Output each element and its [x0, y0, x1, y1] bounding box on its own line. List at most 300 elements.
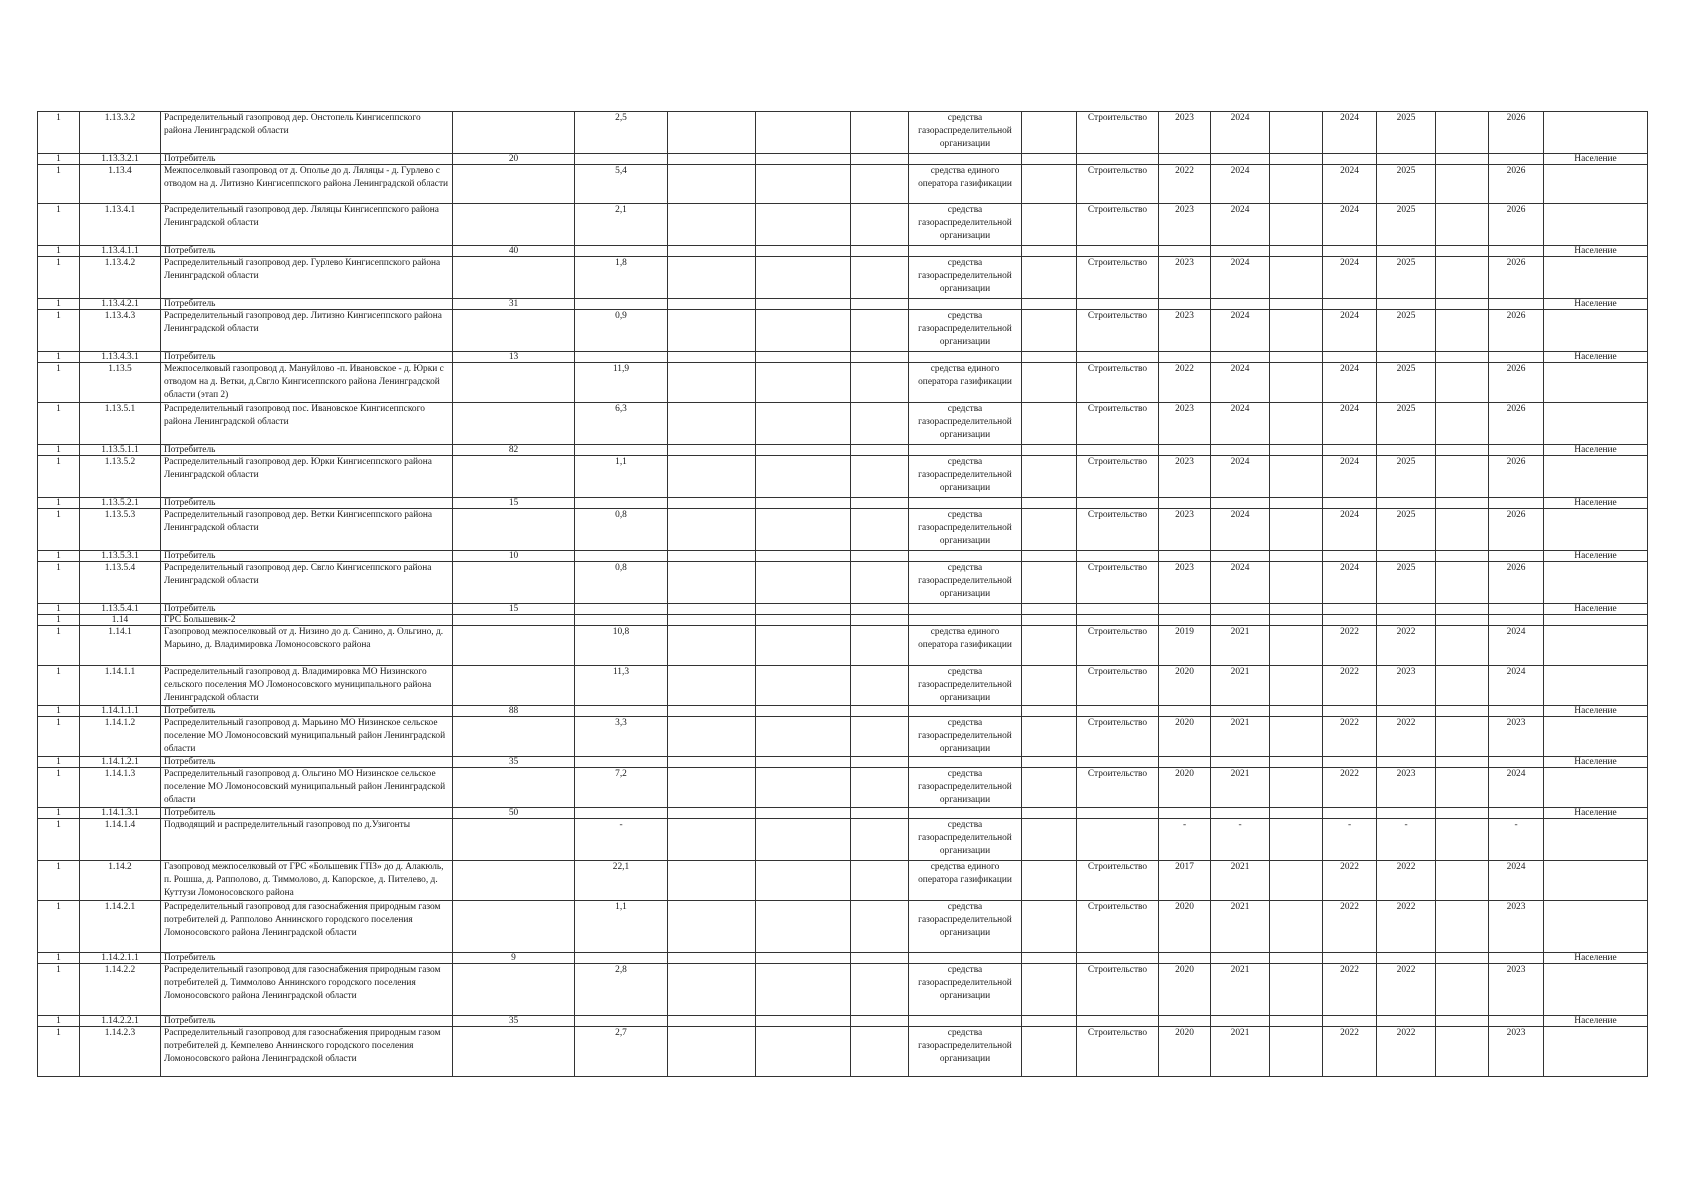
cell-year-b: 2023 — [1377, 768, 1436, 808]
table-row — [38, 310, 1648, 352]
cell-year-a — [1323, 953, 1377, 964]
cell-col-17 — [1436, 615, 1489, 626]
consumer-row — [38, 498, 1648, 509]
cell-col-7 — [756, 299, 851, 310]
cell-col-10 — [1022, 706, 1077, 717]
gas-pipeline-table — [37, 111, 1648, 1077]
cell-year-c: 2026 — [1489, 456, 1544, 498]
cell-col-7 — [756, 403, 851, 445]
cell-consumer-type: Население — [1544, 808, 1648, 819]
cell-start-year — [1159, 551, 1211, 562]
cell-work-type: Строительство — [1077, 901, 1159, 953]
cell-year-c: 2026 — [1489, 112, 1544, 154]
cell-length-km — [575, 953, 668, 964]
cell-col-17 — [1436, 498, 1489, 509]
cell-year-a: 2024 — [1323, 403, 1377, 445]
cell-length-km: 2,5 — [575, 112, 668, 154]
cell-code: 1.14.2.3 — [80, 1027, 161, 1077]
cell-col-6 — [668, 456, 756, 498]
cell-col-14 — [1270, 204, 1323, 246]
cell-row-no: 1 — [38, 861, 80, 901]
cell-funding-source: средства газораспределительной организации — [909, 819, 1022, 861]
cell-start-year: 2023 — [1159, 257, 1211, 299]
cell-year-b: 2022 — [1377, 861, 1436, 901]
cell-funding-source: средства газораспределительной организации — [909, 310, 1022, 352]
table-row — [38, 456, 1648, 498]
cell-col-14 — [1270, 310, 1323, 352]
cell-col-7 — [756, 509, 851, 551]
cell-col-17 — [1436, 363, 1489, 403]
cell-col-10 — [1022, 808, 1077, 819]
cell-year-a: 2024 — [1323, 112, 1377, 154]
cell-object-name: Распределительный газопровод для газоснабжения природным газом потребителей д. Кемпелево Аннинского городского поселения Ломоносовского района Ленинградской области — [161, 1027, 453, 1077]
cell-length-km — [575, 808, 668, 819]
cell-col-8 — [851, 666, 909, 706]
cell-funding-source: средства газораспределительной организации — [909, 1027, 1022, 1077]
cell-year-c: 2026 — [1489, 363, 1544, 403]
cell-length-km: - — [575, 819, 668, 861]
cell-year-c: 2024 — [1489, 861, 1544, 901]
cell-year-c — [1489, 551, 1544, 562]
cell-col-7 — [756, 456, 851, 498]
cell-col-8 — [851, 953, 909, 964]
cell-start-year: 2020 — [1159, 768, 1211, 808]
cell-object-name: ГРС Большевик-2 — [161, 615, 453, 626]
cell-start-year — [1159, 154, 1211, 165]
cell-code: 1.13.4.2 — [80, 257, 161, 299]
cell-year-c: 2024 — [1489, 666, 1544, 706]
cell-funding-source — [909, 551, 1022, 562]
cell-year-c: 2026 — [1489, 509, 1544, 551]
cell-year-c: 2026 — [1489, 403, 1544, 445]
cell-start-year: 2022 — [1159, 363, 1211, 403]
cell-col-6 — [668, 626, 756, 666]
cell-year-b: 2025 — [1377, 204, 1436, 246]
cell-year-b — [1377, 808, 1436, 819]
cell-col-8 — [851, 165, 909, 204]
cell-end-year: 2024 — [1211, 310, 1270, 352]
cell-col-14 — [1270, 246, 1323, 257]
cell-work-type — [1077, 953, 1159, 964]
cell-start-year: 2020 — [1159, 1027, 1211, 1077]
table-row — [38, 204, 1648, 246]
cell-length-km — [575, 615, 668, 626]
cell-year-b: 2022 — [1377, 717, 1436, 757]
cell-col-17 — [1436, 310, 1489, 352]
cell-col-6 — [668, 509, 756, 551]
cell-funding-source — [909, 615, 1022, 626]
cell-object-name: Потребитель — [161, 808, 453, 819]
cell-row-no: 1 — [38, 246, 80, 257]
cell-col-10 — [1022, 666, 1077, 706]
cell-year-b: 2025 — [1377, 403, 1436, 445]
cell-consumers — [453, 717, 575, 757]
cell-col-7 — [756, 1027, 851, 1077]
cell-work-type: Строительство — [1077, 310, 1159, 352]
cell-year-b — [1377, 498, 1436, 509]
cell-start-year: 2020 — [1159, 964, 1211, 1016]
cell-col-14 — [1270, 551, 1323, 562]
cell-year-b: 2025 — [1377, 562, 1436, 604]
cell-consumers: 82 — [453, 445, 575, 456]
cell-code: 1.13.4 — [80, 165, 161, 204]
cell-col-7 — [756, 551, 851, 562]
cell-col-8 — [851, 498, 909, 509]
cell-code: 1.14.1.3.1 — [80, 808, 161, 819]
cell-end-year: 2021 — [1211, 861, 1270, 901]
cell-consumers — [453, 1027, 575, 1077]
cell-col-7 — [756, 706, 851, 717]
cell-col-6 — [668, 706, 756, 717]
cell-work-type: Строительство — [1077, 768, 1159, 808]
cell-col-8 — [851, 1027, 909, 1077]
cell-consumer-type: Население — [1544, 154, 1648, 165]
cell-col-10 — [1022, 204, 1077, 246]
cell-col-7 — [756, 615, 851, 626]
cell-end-year — [1211, 706, 1270, 717]
cell-year-c: 2023 — [1489, 964, 1544, 1016]
cell-year-c: 2024 — [1489, 768, 1544, 808]
cell-object-name: Распределительный газопровод для газоснабжения природным газом потребителей д. Тиммолово Аннинского городского поселения Ломоносовского района Ленинградской области — [161, 964, 453, 1016]
cell-col-17 — [1436, 953, 1489, 964]
cell-consumers — [453, 403, 575, 445]
cell-row-no: 1 — [38, 808, 80, 819]
cell-col-7 — [756, 626, 851, 666]
cell-year-b: 2023 — [1377, 666, 1436, 706]
table-row — [38, 165, 1648, 204]
cell-consumer-type — [1544, 666, 1648, 706]
cell-col-8 — [851, 615, 909, 626]
cell-year-b: 2022 — [1377, 626, 1436, 666]
cell-end-year: 2021 — [1211, 626, 1270, 666]
cell-consumer-type — [1544, 165, 1648, 204]
cell-end-year — [1211, 615, 1270, 626]
cell-funding-source: средства газораспределительной организации — [909, 768, 1022, 808]
cell-funding-source: средства газораспределительной организации — [909, 204, 1022, 246]
cell-col-17 — [1436, 299, 1489, 310]
cell-year-a — [1323, 299, 1377, 310]
cell-start-year: 2023 — [1159, 456, 1211, 498]
cell-col-10 — [1022, 165, 1077, 204]
cell-length-km: 1,1 — [575, 901, 668, 953]
cell-col-8 — [851, 757, 909, 768]
cell-year-b: 2025 — [1377, 456, 1436, 498]
cell-col-7 — [756, 363, 851, 403]
cell-col-6 — [668, 403, 756, 445]
cell-col-17 — [1436, 768, 1489, 808]
cell-code: 1.14.1.4 — [80, 819, 161, 861]
cell-year-a: 2022 — [1323, 768, 1377, 808]
cell-year-c — [1489, 445, 1544, 456]
cell-consumers — [453, 456, 575, 498]
cell-start-year — [1159, 604, 1211, 615]
cell-work-type: Строительство — [1077, 964, 1159, 1016]
cell-col-10 — [1022, 403, 1077, 445]
cell-end-year — [1211, 498, 1270, 509]
cell-col-14 — [1270, 299, 1323, 310]
cell-start-year: 2023 — [1159, 112, 1211, 154]
cell-length-km — [575, 299, 668, 310]
cell-col-7 — [756, 604, 851, 615]
cell-work-type: Строительство — [1077, 666, 1159, 706]
cell-col-14 — [1270, 768, 1323, 808]
table-row — [38, 626, 1648, 666]
cell-col-10 — [1022, 768, 1077, 808]
cell-col-7 — [756, 246, 851, 257]
cell-col-8 — [851, 403, 909, 445]
cell-object-name: Потребитель — [161, 498, 453, 509]
cell-year-a: 2024 — [1323, 509, 1377, 551]
cell-work-type — [1077, 445, 1159, 456]
cell-col-14 — [1270, 1027, 1323, 1077]
cell-start-year: 2022 — [1159, 165, 1211, 204]
cell-code: 1.13.4.1 — [80, 204, 161, 246]
cell-start-year — [1159, 299, 1211, 310]
cell-object-name: Распределительный газопровод д. Ольгино МО Низинское сельское поселение МО Ломоносовский муниципальный район Ленинградской области — [161, 768, 453, 808]
cell-work-type: Строительство — [1077, 456, 1159, 498]
table-row — [38, 403, 1648, 445]
cell-object-name: Распределительный газопровод пос. Ивановское Кингисеппского района Ленинградской области — [161, 403, 453, 445]
cell-year-b — [1377, 953, 1436, 964]
cell-year-c: 2026 — [1489, 257, 1544, 299]
cell-col-6 — [668, 204, 756, 246]
cell-col-10 — [1022, 551, 1077, 562]
cell-length-km: 2,8 — [575, 964, 668, 1016]
cell-col-17 — [1436, 352, 1489, 363]
cell-col-6 — [668, 498, 756, 509]
cell-work-type — [1077, 1016, 1159, 1027]
cell-work-type: Строительство — [1077, 165, 1159, 204]
cell-consumer-type — [1544, 456, 1648, 498]
cell-col-10 — [1022, 257, 1077, 299]
cell-funding-source: средства газораспределительной организации — [909, 456, 1022, 498]
cell-col-10 — [1022, 310, 1077, 352]
cell-code: 1.13.5.4.1 — [80, 604, 161, 615]
consumer-row — [38, 808, 1648, 819]
cell-col-8 — [851, 861, 909, 901]
cell-consumers — [453, 901, 575, 953]
cell-funding-source — [909, 757, 1022, 768]
cell-col-10 — [1022, 363, 1077, 403]
cell-funding-source: средства единого оператора газификации — [909, 861, 1022, 901]
cell-end-year — [1211, 1016, 1270, 1027]
cell-consumer-type: Население — [1544, 953, 1648, 964]
cell-col-8 — [851, 310, 909, 352]
cell-work-type: Строительство — [1077, 626, 1159, 666]
cell-year-c: 2026 — [1489, 204, 1544, 246]
cell-end-year: 2024 — [1211, 562, 1270, 604]
cell-col-14 — [1270, 445, 1323, 456]
consumer-row — [38, 445, 1648, 456]
cell-year-b: 2022 — [1377, 901, 1436, 953]
cell-consumer-type — [1544, 363, 1648, 403]
cell-start-year — [1159, 757, 1211, 768]
cell-funding-source: средства газораспределительной организации — [909, 257, 1022, 299]
cell-col-6 — [668, 1027, 756, 1077]
cell-work-type — [1077, 299, 1159, 310]
cell-work-type: Строительство — [1077, 1027, 1159, 1077]
cell-row-no: 1 — [38, 551, 80, 562]
cell-work-type: Строительство — [1077, 861, 1159, 901]
cell-year-a: 2022 — [1323, 717, 1377, 757]
cell-col-7 — [756, 498, 851, 509]
cell-year-b — [1377, 615, 1436, 626]
cell-consumers — [453, 165, 575, 204]
cell-col-14 — [1270, 509, 1323, 551]
cell-funding-source — [909, 445, 1022, 456]
cell-end-year — [1211, 352, 1270, 363]
consumer-row — [38, 757, 1648, 768]
cell-code: 1.13.5.2 — [80, 456, 161, 498]
cell-funding-source — [909, 352, 1022, 363]
cell-col-17 — [1436, 445, 1489, 456]
cell-work-type — [1077, 498, 1159, 509]
cell-start-year — [1159, 808, 1211, 819]
cell-consumers — [453, 204, 575, 246]
consumer-row — [38, 299, 1648, 310]
cell-col-8 — [851, 445, 909, 456]
cell-col-17 — [1436, 706, 1489, 717]
cell-col-14 — [1270, 808, 1323, 819]
table-row — [38, 509, 1648, 551]
cell-code: 1.14 — [80, 615, 161, 626]
cell-funding-source: средства газораспределительной организации — [909, 717, 1022, 757]
cell-work-type — [1077, 604, 1159, 615]
cell-row-no: 1 — [38, 165, 80, 204]
cell-work-type: Строительство — [1077, 717, 1159, 757]
cell-length-km: 11,3 — [575, 666, 668, 706]
cell-consumers: 88 — [453, 706, 575, 717]
cell-consumer-type — [1544, 257, 1648, 299]
cell-col-10 — [1022, 352, 1077, 363]
cell-consumer-type: Население — [1544, 246, 1648, 257]
cell-end-year — [1211, 953, 1270, 964]
cell-year-b: 2025 — [1377, 165, 1436, 204]
cell-length-km: 7,2 — [575, 768, 668, 808]
cell-col-7 — [756, 310, 851, 352]
cell-end-year: 2024 — [1211, 403, 1270, 445]
cell-row-no: 1 — [38, 1027, 80, 1077]
cell-col-10 — [1022, 615, 1077, 626]
cell-year-c: 2023 — [1489, 717, 1544, 757]
cell-work-type — [1077, 154, 1159, 165]
cell-col-8 — [851, 154, 909, 165]
cell-col-14 — [1270, 819, 1323, 861]
cell-col-14 — [1270, 861, 1323, 901]
cell-col-8 — [851, 901, 909, 953]
cell-length-km — [575, 757, 668, 768]
cell-code: 1.13.5 — [80, 363, 161, 403]
cell-row-no: 1 — [38, 204, 80, 246]
cell-year-a — [1323, 706, 1377, 717]
cell-col-10 — [1022, 757, 1077, 768]
cell-year-a: 2022 — [1323, 666, 1377, 706]
cell-year-b — [1377, 1016, 1436, 1027]
cell-col-10 — [1022, 861, 1077, 901]
cell-funding-source: средства газораспределительной организации — [909, 112, 1022, 154]
cell-col-14 — [1270, 666, 1323, 706]
cell-work-type — [1077, 352, 1159, 363]
cell-start-year — [1159, 953, 1211, 964]
cell-col-8 — [851, 626, 909, 666]
cell-col-8 — [851, 717, 909, 757]
cell-length-km — [575, 352, 668, 363]
cell-col-8 — [851, 706, 909, 717]
cell-year-a: 2022 — [1323, 964, 1377, 1016]
cell-consumer-type: Население — [1544, 498, 1648, 509]
cell-col-8 — [851, 509, 909, 551]
cell-consumers: 13 — [453, 352, 575, 363]
cell-end-year — [1211, 757, 1270, 768]
cell-year-c — [1489, 352, 1544, 363]
cell-row-no: 1 — [38, 768, 80, 808]
cell-year-a: 2022 — [1323, 861, 1377, 901]
cell-length-km: 11,9 — [575, 363, 668, 403]
cell-col-6 — [668, 562, 756, 604]
cell-col-17 — [1436, 808, 1489, 819]
cell-code: 1.14.2.2.1 — [80, 1016, 161, 1027]
cell-work-type — [1077, 551, 1159, 562]
cell-consumer-type — [1544, 768, 1648, 808]
cell-year-c — [1489, 154, 1544, 165]
cell-col-8 — [851, 456, 909, 498]
cell-year-b — [1377, 246, 1436, 257]
cell-length-km: 3,3 — [575, 717, 668, 757]
cell-consumer-type: Население — [1544, 352, 1648, 363]
cell-col-10 — [1022, 626, 1077, 666]
cell-consumer-type — [1544, 717, 1648, 757]
cell-row-no: 1 — [38, 154, 80, 165]
cell-col-10 — [1022, 112, 1077, 154]
cell-start-year: 2017 — [1159, 861, 1211, 901]
cell-year-b: - — [1377, 819, 1436, 861]
cell-start-year — [1159, 706, 1211, 717]
cell-consumers: 15 — [453, 604, 575, 615]
cell-row-no: 1 — [38, 112, 80, 154]
cell-consumer-type: Население — [1544, 604, 1648, 615]
cell-col-14 — [1270, 1016, 1323, 1027]
cell-code: 1.14.1.2.1 — [80, 757, 161, 768]
cell-col-17 — [1436, 964, 1489, 1016]
cell-col-17 — [1436, 246, 1489, 257]
cell-col-17 — [1436, 626, 1489, 666]
cell-year-c — [1489, 498, 1544, 509]
cell-col-8 — [851, 551, 909, 562]
cell-start-year: - — [1159, 819, 1211, 861]
cell-funding-source — [909, 808, 1022, 819]
cell-col-7 — [756, 204, 851, 246]
cell-col-14 — [1270, 257, 1323, 299]
cell-col-14 — [1270, 757, 1323, 768]
cell-consumer-type: Население — [1544, 1016, 1648, 1027]
cell-col-6 — [668, 445, 756, 456]
cell-col-17 — [1436, 819, 1489, 861]
consumer-row — [38, 246, 1648, 257]
cell-year-a — [1323, 352, 1377, 363]
cell-col-10 — [1022, 901, 1077, 953]
cell-work-type: Строительство — [1077, 509, 1159, 551]
cell-object-name: Потребитель — [161, 352, 453, 363]
cell-year-b — [1377, 154, 1436, 165]
cell-consumers: 31 — [453, 299, 575, 310]
cell-consumers: 9 — [453, 953, 575, 964]
cell-col-6 — [668, 257, 756, 299]
cell-year-b: 2025 — [1377, 509, 1436, 551]
cell-col-14 — [1270, 706, 1323, 717]
cell-work-type — [1077, 808, 1159, 819]
cell-length-km: 1,8 — [575, 257, 668, 299]
cell-year-c: 2023 — [1489, 1027, 1544, 1077]
